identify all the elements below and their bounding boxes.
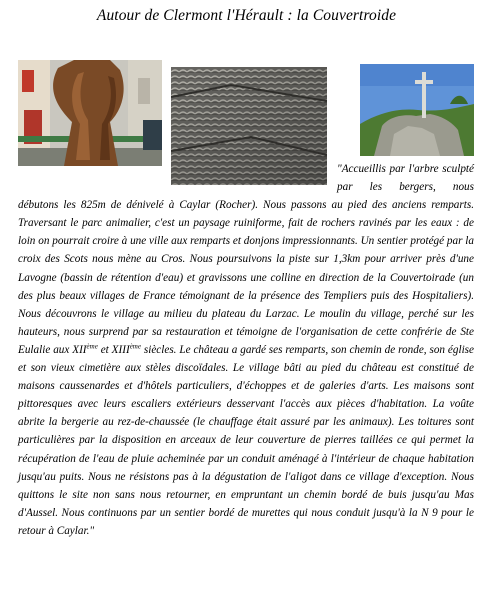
scots-cross-photo [360,64,474,156]
page-title: Autour de Clermont l'Hérault : la Couvertroide [96,7,397,24]
stone-roof-photo [171,67,327,185]
sculpted-tree-photo [18,60,162,166]
article [18,60,474,540]
article-text: "Accueillis par l'arbre sculpté par les bergers, nous débutons les 825m de dénivelé à Caylar (Rocher). Nous passons au pied des anciens remparts. Traversant le parc animalier, c'est un paysage ruiniforme, fait de rochers ravinés par les eaux : de loin on pourrait croire à une ville aux remparts et donjons impressionnants. Un sentier protégé par la croix des Scots nous mène au Cros. Nous poursuivons la piste sur 1,3km pour arriver près d'une Lavogne (bassin de rétention d'eau) et gravissons une colline en direction de la Couvertoirade (un des plus beaux villages de France témoignant de la présence des Templiers puis des Hospitaliers). Nous découvrons le village au milieu du plateau du Larzac. Le moulin du village, perché sur les hauteurs, nous surprend par sa restauration et témoigne de l'organisation de cette confrérie de Ste Eulalie aux XIIème et XIIIème siècles. Le château a gardé ses remparts, son chemin de ronde, son église et son vieux cimetière aux stèles discoïdales. Le village bâti au pied du château est constitué de maisons caussenardes et d'hôtels particuliers, d'échoppes et de galeries d'arts. Les maisons sont pittoresques avec leurs escaliers extérieurs desservant l'accès aux pièces d'habitation. La voûte abrite la bergerie au rez-de-chaussée (le chauffage était assuré par les animaux). Les toitures sont particulières par la disposition en arceaux de leur couverture de pierres taillées ce qui permet la récupération de l'eau de pluie acheminée par un conduit aménagé à l'intérieur de chaque habitation jusqu'au puits. Nous ne résistons pas à la dégustation de l'aligot dans ce village d'exception. Nous quittons le site non sans nous retourner, en empruntant un chemin bordé de buis jusqu'au Mas d'Aussel. Nous continuons par un sentier bordé de murettes qui nous conduit jusqu'à la N 9 pour le retour à Caylar." [18,163,475,537]
